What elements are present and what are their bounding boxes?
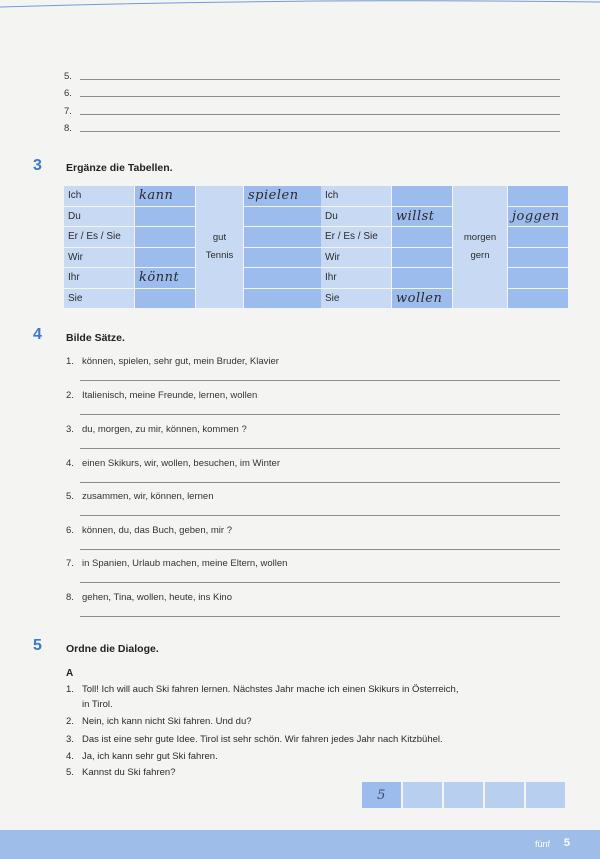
pronoun-cell: Du <box>321 207 391 227</box>
line-text: in Tirol. <box>82 699 113 710</box>
conjugation-table-right <box>320 185 569 309</box>
list-item <box>66 390 257 401</box>
answer-line[interactable] <box>80 582 560 583</box>
pronoun-cell: Sie <box>321 289 391 309</box>
dialogue-label: A <box>66 668 74 679</box>
pronoun-cell: Ihr <box>321 268 391 288</box>
line-text: Kannst du Ski fahren? <box>82 767 176 778</box>
verb-cell[interactable] <box>244 248 322 268</box>
list-item <box>66 558 287 569</box>
list-item <box>66 525 232 536</box>
answer-cell[interactable]: willst <box>392 207 452 227</box>
answer-line[interactable] <box>80 482 560 483</box>
middle-text: Tennis <box>205 250 234 261</box>
verb-cell[interactable] <box>508 268 568 288</box>
answer-cell[interactable]: könnt <box>135 268 195 288</box>
exercise-number: 4 <box>33 326 42 343</box>
line-number: 2. <box>66 716 74 727</box>
verb-cell[interactable] <box>508 186 568 206</box>
answer-line[interactable] <box>80 131 560 132</box>
dialogue-line <box>66 699 113 710</box>
item-text: einen Skikurs, wir, wollen, besuchen, im Winter <box>82 458 280 469</box>
pronoun-cell: Er / Es / Sie <box>64 227 134 247</box>
answer-line[interactable] <box>80 96 560 97</box>
pronoun-cell: Wir <box>64 248 134 268</box>
answer-cell[interactable] <box>392 268 452 288</box>
item-number: 5. <box>66 491 74 502</box>
pronoun-cell: Ihr <box>64 268 134 288</box>
item-number: 7. <box>66 558 74 569</box>
item-number: 6. <box>66 525 74 536</box>
list-item <box>66 424 247 435</box>
top-decor-line <box>0 0 600 8</box>
list-item <box>66 592 232 603</box>
verb-cell[interactable] <box>244 227 322 247</box>
answer-line[interactable] <box>80 448 560 449</box>
middle-text: gut <box>212 232 227 243</box>
item-text: Italienisch, meine Freunde, lernen, wollen <box>82 390 258 401</box>
verb-answer-cell[interactable]: joggen <box>508 207 568 227</box>
order-box[interactable]: 5 <box>362 782 401 808</box>
line-text: Das ist eine sehr gute Idee. Tirol ist sehr schön. Wir fahren jedes Jahr nach Kitzbühel. <box>82 734 443 745</box>
item-number: 1. <box>66 356 74 367</box>
line-number: 4. <box>66 751 74 762</box>
verb-cell[interactable] <box>244 289 322 309</box>
dialogue-line <box>66 684 458 695</box>
order-box[interactable] <box>444 782 483 808</box>
line-number: 5. <box>66 767 74 778</box>
pronoun-cell: Er / Es / Sie <box>321 227 391 247</box>
verb-answer-cell[interactable]: spielen <box>244 186 322 206</box>
item-number: 3. <box>66 424 74 435</box>
middle-text: morgen <box>463 232 497 243</box>
answer-line[interactable] <box>80 114 560 115</box>
page-number: 5 <box>563 837 570 849</box>
exercise-title: Ordne die Dialoge. <box>66 643 159 655</box>
order-box[interactable] <box>403 782 442 808</box>
line-number: 1. <box>66 684 74 695</box>
list-item <box>66 356 279 367</box>
line-number: 6. <box>64 88 72 99</box>
line-number: 8. <box>64 123 72 134</box>
item-text: zusammen, wir, können, lernen <box>82 491 214 502</box>
dialogue-line <box>66 716 252 727</box>
page-footer <box>0 830 600 859</box>
item-text: in Spanien, Urlaub machen, meine Eltern, wollen <box>82 558 288 569</box>
pronoun-cell: Du <box>64 207 134 227</box>
dialogue-line <box>66 767 175 778</box>
order-answer-boxes <box>362 782 565 808</box>
list-item <box>66 491 213 502</box>
answer-line[interactable] <box>80 616 560 617</box>
answer-cell[interactable] <box>135 227 195 247</box>
pronoun-cell: Ich <box>321 186 391 206</box>
answer-cell[interactable] <box>392 227 452 247</box>
line-text: Nein, ich kann nicht Ski fahren. Und du? <box>82 716 252 727</box>
item-number: 8. <box>66 592 74 603</box>
answer-line[interactable] <box>80 414 560 415</box>
conjugation-table-left <box>63 185 323 309</box>
answer-cell[interactable] <box>135 248 195 268</box>
exercise-number: 5 <box>33 637 42 654</box>
answer-cell[interactable] <box>392 248 452 268</box>
answer-line[interactable] <box>80 380 560 381</box>
line-number: 5. <box>64 71 72 82</box>
verb-cell[interactable] <box>508 227 568 247</box>
line-number: 3. <box>66 734 74 745</box>
line-number: 7. <box>64 106 72 117</box>
answer-line[interactable] <box>80 515 560 516</box>
page-number-word: fünf <box>534 839 550 849</box>
item-text: gehen, Tina, wollen, heute, ins Kino <box>82 592 232 603</box>
answer-cell[interactable]: wollen <box>392 289 452 309</box>
exercise-title: Bilde Sätze. <box>66 332 125 344</box>
line-text: Toll! Ich will auch Ski fahren lernen. Nächstes Jahr mache ich einen Skikurs in Österreich, <box>82 684 459 695</box>
answer-cell[interactable] <box>135 289 195 309</box>
dialogue-line <box>66 751 218 762</box>
pronoun-cell: Wir <box>321 248 391 268</box>
middle-text: gern <box>470 250 490 261</box>
dialogue-line <box>66 734 443 745</box>
verb-cell[interactable] <box>244 268 322 288</box>
item-text: können, du, das Buch, geben, mir ? <box>82 525 232 536</box>
answer-cell[interactable]: kann <box>135 186 195 206</box>
order-box[interactable] <box>485 782 524 808</box>
item-text: du, morgen, zu mir, können, kommen ? <box>82 424 247 435</box>
verb-cell[interactable] <box>508 289 568 309</box>
pronoun-cell: Sie <box>64 289 134 309</box>
answer-cell[interactable] <box>392 186 452 206</box>
middle-cell <box>453 186 507 308</box>
exercise-number: 3 <box>33 157 42 174</box>
verb-cell[interactable] <box>508 248 568 268</box>
answer-line[interactable] <box>80 549 560 550</box>
line-text: Ja, ich kann sehr gut Ski fahren. <box>82 751 218 762</box>
order-box[interactable] <box>526 782 565 808</box>
pronoun-cell: Ich <box>64 186 134 206</box>
item-number: 4. <box>66 458 74 469</box>
answer-cell[interactable] <box>135 207 195 227</box>
answer-line[interactable] <box>80 79 560 80</box>
list-item <box>66 458 280 469</box>
verb-cell[interactable] <box>244 207 322 227</box>
middle-cell <box>196 186 243 308</box>
exercise-title: Ergänze die Tabellen. <box>66 162 173 174</box>
item-text: können, spielen, sehr gut, mein Bruder, Klavier <box>82 356 279 367</box>
item-number: 2. <box>66 390 74 401</box>
